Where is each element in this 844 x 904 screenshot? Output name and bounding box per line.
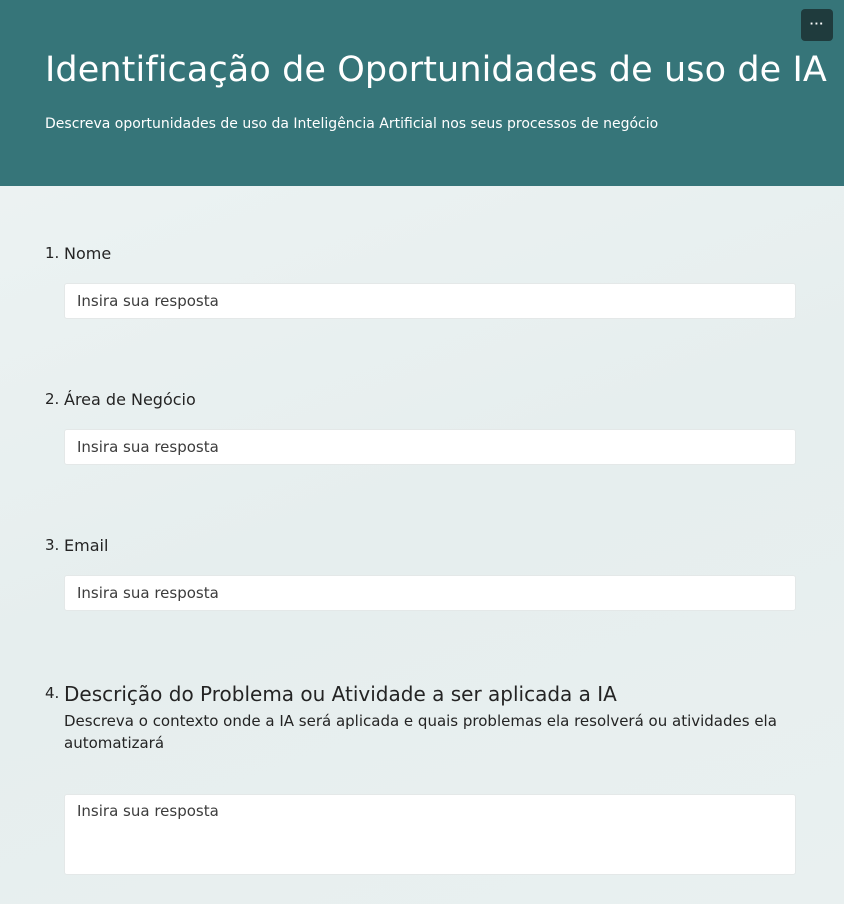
question-label-area-de-negocio: Área de Negócio xyxy=(64,390,196,409)
question-number: 3. xyxy=(45,536,60,554)
question-label-email: Email xyxy=(64,536,109,555)
question-number: 4. xyxy=(45,684,60,702)
question-number: 2. xyxy=(45,390,60,408)
descricao-textarea[interactable] xyxy=(64,794,796,875)
more-horizontal-icon: ··· xyxy=(809,15,825,31)
form-title: Identificação de Oportunidades de uso de IA xyxy=(45,50,827,90)
question-description: Descreva o contexto onde a IA será aplicada e quais problemas ela resolverá ou atividades ela automatizará xyxy=(64,712,777,752)
area-de-negocio-input[interactable] xyxy=(64,429,796,465)
form-subtitle: Descreva oportunidades de uso da Inteligência Artificial nos seus processos de negócio xyxy=(45,116,659,132)
question-label-nome: Nome xyxy=(64,244,112,263)
question-label-descricao: Descrição do Problema ou Atividade a ser aplicada a IA xyxy=(64,682,617,706)
form-header xyxy=(0,0,844,186)
more-options-button[interactable] xyxy=(801,9,833,41)
question-number: 1. xyxy=(45,244,60,262)
email-input[interactable] xyxy=(64,575,796,611)
nome-input[interactable] xyxy=(64,283,796,319)
